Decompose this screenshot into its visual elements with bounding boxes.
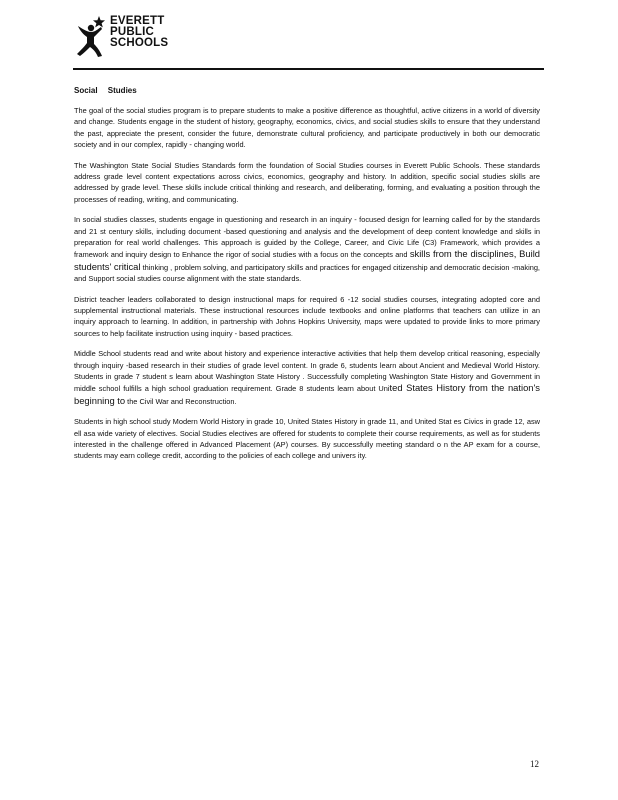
- paragraph-district-maps: District teacher leaders collaborated to design instructional maps for required 6 -12 social studies courses, integrating adopted core and supplemental instructional materials. These instructional resources include textbooks and online platforms that teachers can utilize in an inquiry approach to learning. In addition, in partnership with Johns Hopkins University, maps were updated to provide links to more primary sources to help facilitate instruction using inquiry - based practices.: [74, 294, 540, 338]
- paragraph-middle-school-part-2: ted States History from the nation's beginning to: [74, 382, 540, 406]
- page-number: 12: [530, 759, 539, 769]
- paragraph-inquiry-part-3: thinking , problem solving, and participatory skills and practices for engaged citizenship and democratic decision -making, and Support social studies course alignment with the state standards.: [74, 262, 540, 283]
- header-divider: [73, 68, 544, 70]
- logo-text: [110, 16, 168, 49]
- paragraph-goal: The goal of the social studies program is to prepare students to make a positive difference as thoughtful, active citizens in a world of diversity and change. Students engage in the student of history, geography, economics, civics, and social studies skills to ensure that they understand the past, appreciate the present, consider the future, demonstrate cultural proficiency, and participate productively in both our democratic society and in our complex, rapidly - changing world.: [74, 106, 540, 149]
- paragraph-standards: The Washington State Social Studies Standards form the foundation of Social Studies courses in Everett Public Schools. These standards address grade level content expectations across civics, economics, geography and history. In addition, specific social studies skills are addressed by grade level. These skills include critical thinking and research, and deliberating, forming, and evaluating a position through the processes of reading, writing, and communicating.: [74, 160, 540, 204]
- logo-line-schools: SCHOOLS: [110, 37, 169, 49]
- paragraph-middle-school: [74, 348, 540, 406]
- section-title: Social Studies: [74, 86, 137, 95]
- paragraph-middle-school-part-1: Middle School students read and write about history and experience interactive activities that help them develop critical reasoning, especially through inquiry -based research in their studies of grade level content. In grade 6, students learn about Ancient and Medieval World History. Students in grade 7 student s learn about Washington State History . Successfully completing Washington State History and Government in middle school fulfills a high school graduation requirement. Grade 8 students learn about Uni: [74, 349, 540, 394]
- figure-star-icon: [74, 16, 108, 58]
- paragraph-middle-school-part-3: the Civil War and Reconstruction.: [125, 396, 237, 406]
- paragraph-inquiry-part-2: skills from the disciplines, Build students' critical: [74, 248, 540, 272]
- paragraph-high-school: Students in high school study Modern World History in grade 10, United States History in grade 11, and United Stat es Civics in grade 12, asw ell asa wide variety of electives. Social Studies electives are offered for students to complete their course requirements, as well as for students interested in the challenge offered in Advanced Placement (AP) courses. By successfully meeting standard o n the AP exam for a course, students may earn college credit, according to the policies of each college and univers ity.: [74, 417, 540, 461]
- everett-public-schools-logo: [74, 14, 184, 66]
- paragraph-inquiry-part-1: In social studies classes, students engage in questioning and research in an inquiry - focused design for learning called for by the standards and 21 st century skills, including document -based questioning and analysis and the development of deep content knowledge and skills in preparation for real world challenges. This approach is guided by the College, Career, and Civic Life (C3) Framework, which provides a framework and inquiry design to Enhance the rigor of social studies with a focus on the concepts and: [74, 215, 540, 260]
- paragraph-inquiry: [74, 214, 540, 284]
- logo-line-public: PUBLIC: [110, 26, 155, 38]
- body-content: [74, 105, 540, 471]
- logo-line-everett: EVERETT: [110, 15, 165, 27]
